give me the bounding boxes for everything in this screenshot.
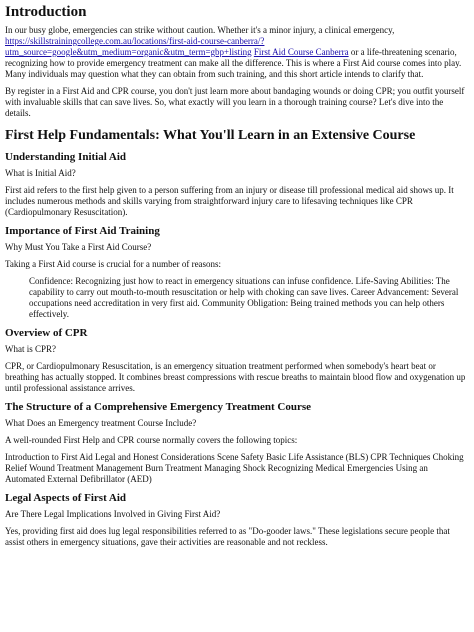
intro-paragraph-2: By register in a First Aid and CPR course, you don't just learn more about bandaging wounds or doing CPR; you outfit yourself with invaluable skills that can save lives. So, what exactly will you learn in a thorough training course? Let's dive into the details. bbox=[5, 86, 465, 118]
importance-question: Why Must You Take a First Aid Course? bbox=[5, 242, 152, 252]
cpr-heading: Overview of CPR bbox=[5, 327, 88, 339]
first-aid-course-url-link[interactable]: https://skillstrainingcollege.com.au/locations/first-aid-course-canberra/?utm_source=google&utm_medium=organic&utm_term=gbp+listing bbox=[5, 36, 265, 57]
first-aid-course-canberra-link[interactable]: First Aid Course Canberra bbox=[253, 47, 349, 57]
intro-paragraph-1 bbox=[5, 25, 469, 80]
intro-text-before-link: In our busy globe, emergencies can strike without caution. Whether it's a minor injury, a clinical emergency, bbox=[5, 25, 395, 35]
legal-answer: Yes, providing first aid does lug legal responsibilities referred to as "Do-gooder laws." These legislations secure people that assist others in emergency situations, gave their activities are reasonable and not reckless. bbox=[5, 526, 450, 547]
structure-topics: Introduction to First Aid Legal and Honest Considerations Scene Safety Basic Life Assistance (BLS) CPR Techniques Choking Relief Wound Treatment Management Burn Treatment Managing Shock Recognizing Medical Emergencies Using an Automated External Defibrillator (AED) bbox=[5, 452, 464, 484]
importance-intro: Taking a First Aid course is crucial for a number of reasons: bbox=[5, 259, 222, 269]
understanding-answer: First aid refers to the first help given to a person suffering from an injury or disease till professional medical aid shows up. It includes numerous methods and skills varying from straightforward injury care to lifesaving techniques like CPR (Cardiopulmonary Resuscitation). bbox=[5, 185, 454, 217]
fundamentals-heading: First Help Fundamentals: What You'll Learn in an Extensive Course bbox=[5, 128, 416, 143]
cpr-question: What is CPR? bbox=[5, 344, 56, 354]
structure-heading: The Structure of a Comprehensive Emergency Treatment Course bbox=[5, 401, 312, 413]
structure-intro: A well-rounded First Help and CPR course normally covers the following topics: bbox=[5, 435, 298, 445]
understanding-heading: Understanding Initial Aid bbox=[5, 151, 127, 163]
importance-quote: Confidence: Recognizing just how to react in emergency situations can infuse confidence. Life-Saving Abilities: The capability to carry out mouth-to-mouth resuscitation or help with choking can save lives. Career Advancement: Several occupations need accreditation in very first aid. Community Obligation: Being trained methods you can help others effectively. bbox=[29, 276, 459, 319]
intro-text-after-link: or a life-threatening scenario, recognizing how to provide emergency treatment can make all the difference. This is where a First Aid course comes into play. Many individuals may question what they can obtain from such training, and this short article intends to clarify that. bbox=[5, 47, 462, 79]
legal-heading: Legal Aspects of First Aid bbox=[5, 492, 126, 504]
legal-question: Are There Legal Implications Involved in Giving First Aid? bbox=[5, 509, 221, 519]
intro-heading: Introduction bbox=[5, 4, 87, 20]
structure-question: What Does an Emergency treatment Course Include? bbox=[5, 418, 197, 428]
understanding-question: What is Initial Aid? bbox=[5, 168, 76, 178]
importance-heading: Importance of First Aid Training bbox=[5, 225, 160, 237]
cpr-answer: CPR, or Cardiopulmonary Resuscitation, is an emergency situation treatment performed when somebody's heart beat or breathing has actually stopped. It combines breast compressions with rescue breaths to maintain blood flow and oxygenation up until professional assistance arrives. bbox=[5, 361, 466, 393]
